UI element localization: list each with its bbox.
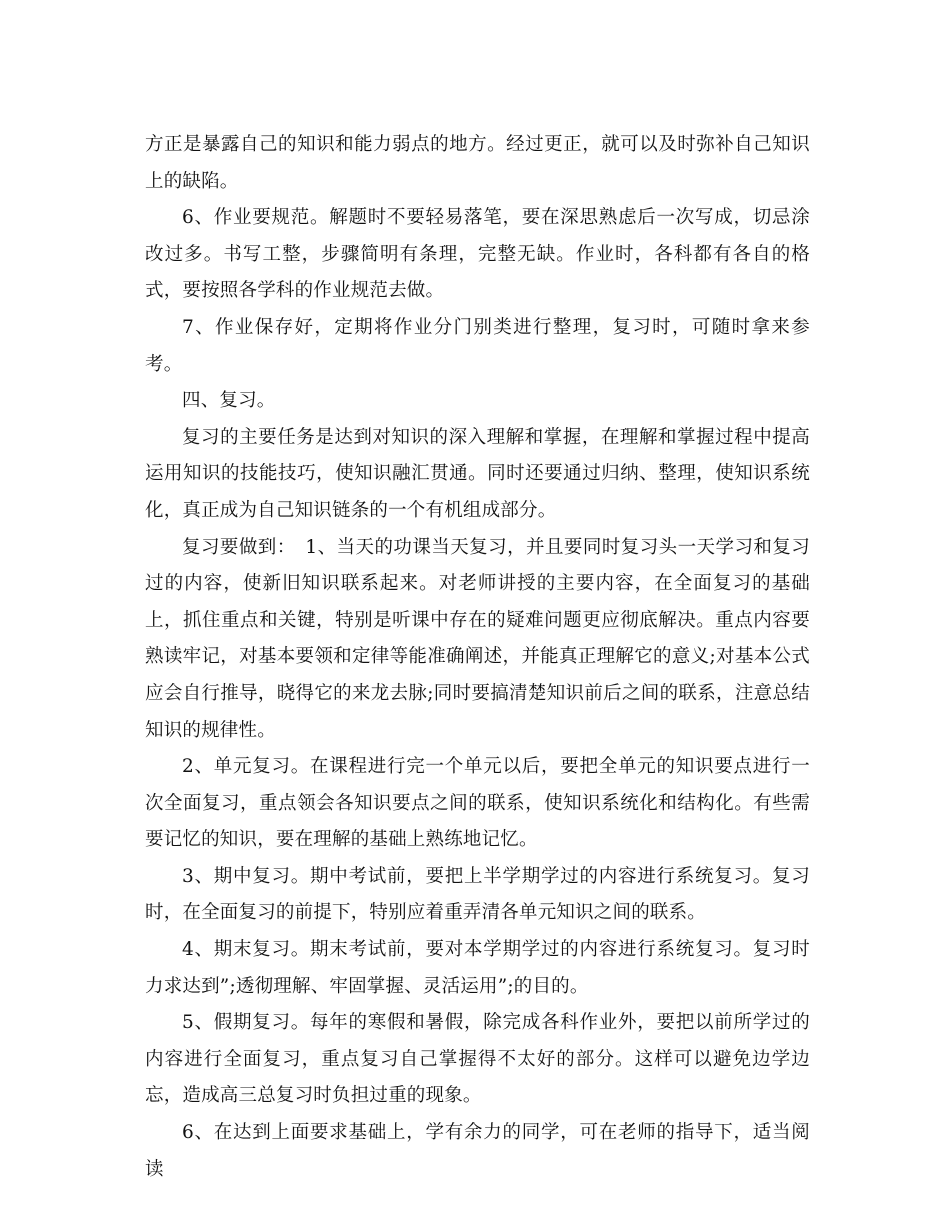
paragraph-9: 4、期末复习。期末考试前，要对本学期学过的内容进行系统复习。复习时力求达到”;透彻理解、牢固掌握、灵活运用”;的目的。 — [145, 939, 810, 997]
paragraph-2: 6、作业要规范。解题时不要轻易落笔，要在深思熟虑后一次写成，切忌涂改过多。书写工整，步骤简明有条理，完整无缺。作业时，各科都有各自的格式，要按照各学科的作业规范去做。 — [145, 207, 810, 302]
paragraph-6: 复习要做到： 1、当天的功课当天复习，并且要同时复习头一天学习和复习过的内容，使新旧知识联系起来。对老师讲授的主要内容，在全面复习的基础上，抓住重点和关键，特别是听课中存在的疑难问题更应彻底解决。重点内容要熟读牢记，对基本要领和定律等能准确阐述，并能真正理解它的意义;对基本公式应会自行推导，晓得它的来龙去脉;同时要搞清楚知识前后之间的联系，注意总结知识的规律性。 — [145, 536, 810, 741]
paragraph-11: 6、在达到上面要求基础上，学有余力的同学，可在老师的指导下，适当阅读 — [145, 1122, 810, 1180]
document-body — [145, 127, 810, 1188]
paragraph-8: 3、期中复习。期中考试前，要把上半学期学过的内容进行系统复习。复习时，在全面复习的前提下，特别应着重弄清各单元知识之间的联系。 — [145, 865, 810, 924]
paragraph-10: 5、假期复习。每年的寒假和暑假，除完成各科作业外，要把以前所学过的内容进行全面复习，重点复习自己掌握得不太好的部分。这样可以避免边学边忘，造成高三总复习时负担过重的现象。 — [145, 1012, 810, 1107]
paragraph-1: 方正是暴露自己的知识和能力弱点的地方。经过更正，就可以及时弥补自己知识上的缺陷。 — [145, 134, 810, 192]
section-heading-review: 四、复习。 — [182, 390, 276, 412]
paragraph-3: 7、作业保存好，定期将作业分门别类进行整理，复习时，可随时拿来参考。 — [145, 316, 810, 375]
paragraph-5: 复习的主要任务是达到对知识的深入理解和掌握，在理解和掌握过程中提高运用知识的技能技巧，使知识融汇贯通。同时还要通过归纳、整理，使知识系统化，真正成为自己知识链条的一个有机组成部分。 — [145, 426, 810, 521]
paragraph-7: 2、单元复习。在课程进行完一个单元以后，要把全单元的知识要点进行一次全面复习，重点领会各知识要点之间的联系，使知识系统化和结构化。有些需要记忆的知识，要在理解的基础上熟练地记忆。 — [145, 756, 810, 851]
